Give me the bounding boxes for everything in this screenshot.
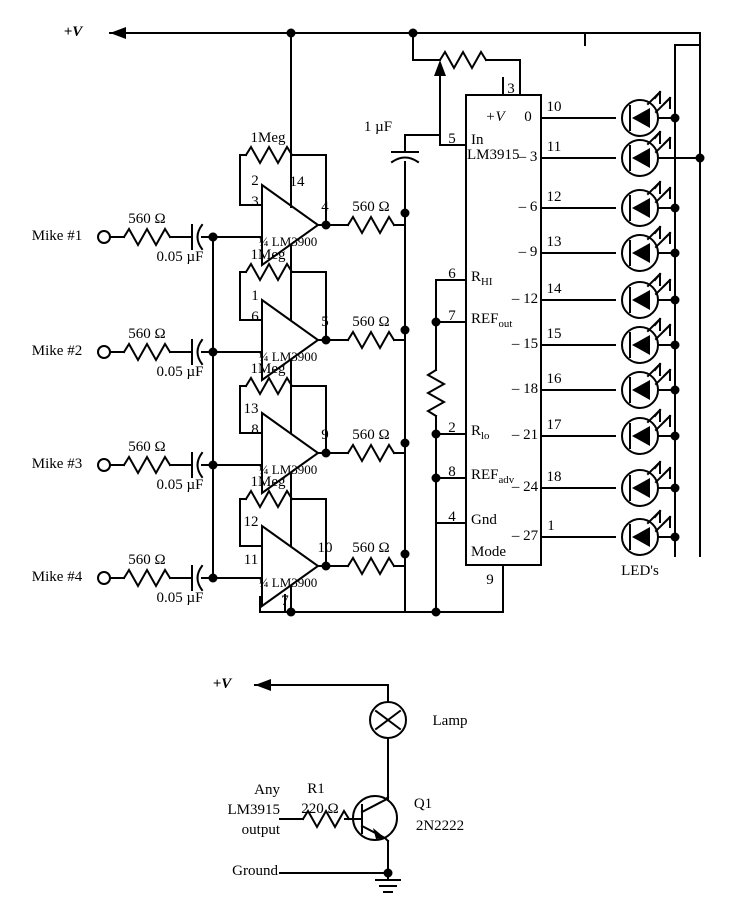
ic-pin-3-number: 3	[507, 81, 515, 98]
ic-pin-8-label: $REF_{adv}$	[471, 467, 515, 486]
mike-2-output-resistor: 560 Ω	[352, 314, 390, 331]
ic-pin-9-label: Mode	[471, 544, 506, 560]
db-scale-8: – 24	[511, 479, 539, 496]
ic-pin-7-label: $REF_{out}$	[471, 311, 513, 330]
mike-1-opamp-label: ¼ LM3900	[258, 234, 318, 250]
ic-pin-4-label: Gnd	[471, 512, 497, 528]
db-scale-4: – 12	[511, 291, 539, 308]
ic-pin-6-label: $R_{HI}$	[471, 269, 493, 288]
ic-out-pin-1: 1	[547, 518, 555, 535]
ic-pin-5-number: 5	[448, 131, 456, 148]
mike-2-pin-minus: 1	[251, 288, 259, 305]
q1-type-label: 2N2222	[415, 818, 465, 835]
db-scale-3: – 9	[518, 244, 538, 261]
mike-3-opamp-label: ¼ LM3900	[258, 462, 318, 478]
supply-label-top: +V	[63, 24, 83, 41]
mike-3-input-resistor: 560 Ω	[128, 439, 166, 456]
mike-4-opamp-label: ¼ LM3900	[258, 575, 318, 591]
mike-2-pin-plus: 6	[251, 309, 259, 326]
mike-3-input-cap: 0.05 µF	[156, 477, 204, 494]
r1-ref-label: R1	[307, 781, 325, 798]
db-scale-6: – 18	[511, 381, 539, 398]
mike-4-pin-out: 10	[317, 540, 333, 557]
r1-value-label: 220 Ω	[301, 801, 339, 818]
mike-3-feedback-resistor: 1Meg	[250, 361, 286, 378]
mike-3-pin-minus: 13	[243, 401, 259, 418]
mike-1-input-resistor: 560 Ω	[128, 211, 166, 228]
mike-2-label: Mike #2	[31, 343, 83, 360]
mike-1-output-resistor: 560 Ω	[352, 199, 390, 216]
lamp-source-line2: LM3915	[227, 802, 280, 818]
mike-1-pin-out: 4	[321, 199, 329, 216]
db-scale-0: 0	[524, 109, 532, 126]
mike-1-pin-vcc: 14	[289, 174, 305, 191]
mike-2-input-resistor: 560 Ω	[128, 326, 166, 343]
leds-group-label: LED's	[621, 563, 659, 580]
ic-pin-2-label: $R_{lo}$	[471, 423, 490, 442]
db-scale-5: – 15	[511, 336, 539, 353]
mike-2-pin-out: 5	[321, 314, 329, 331]
ic-out-pin-15: 15	[546, 326, 562, 343]
ic-out-pin-10: 10	[546, 99, 562, 116]
db-scale-1: – 3	[518, 149, 538, 166]
mike-4-pin-plus: 11	[243, 552, 259, 569]
ic-out-pin-18: 18	[546, 469, 562, 486]
lamp-source-line3: output	[241, 822, 280, 838]
mike-4-input-cap: 0.05 µF	[156, 590, 204, 607]
lamp-source-line1: Any	[254, 782, 280, 798]
db-scale-2: – 6	[518, 199, 538, 216]
mike-1-pin-plus: 3	[251, 194, 259, 211]
mike-4-pin-minus: 12	[243, 514, 259, 531]
ic-pin-4-number: 4	[448, 509, 456, 526]
mike-2-input-cap: 0.05 µF	[156, 364, 204, 381]
mike-3-output-resistor: 560 Ω	[352, 427, 390, 444]
mike-4-feedback-resistor: 1Meg	[250, 474, 286, 491]
mike-2-feedback-resistor: 1Meg	[250, 247, 286, 264]
ic-pin-5-label: In	[471, 132, 484, 148]
mike-3-pin-plus: 8	[251, 422, 259, 439]
lamp-supply-label: +V	[212, 676, 232, 693]
lamp-ground-label: Ground	[232, 863, 278, 879]
mike-4-output-resistor: 560 Ω	[352, 540, 390, 557]
ic-pin-8-number: 8	[448, 464, 456, 481]
db-scale-7: – 21	[511, 427, 539, 444]
ic-out-pin-11: 11	[546, 139, 562, 156]
ic-out-pin-14: 14	[546, 281, 562, 298]
ic-out-pin-17: 17	[546, 417, 562, 434]
mike-4-pin-gnd: 7	[281, 593, 289, 610]
mike-1-input-cap: 0.05 µF	[156, 249, 204, 266]
coupling-cap-label: 1 µF	[363, 119, 393, 136]
ic-pin-7-number: 7	[448, 308, 456, 325]
ic-out-pin-13: 13	[546, 234, 562, 251]
ic-pin-2-number: 2	[448, 420, 456, 437]
mike-3-pin-out: 9	[321, 427, 329, 444]
mike-4-label: Mike #4	[31, 569, 83, 586]
q1-ref-label: Q1	[413, 796, 433, 813]
ic-out-pin-12: 12	[546, 189, 562, 206]
mike-1-label: Mike #1	[31, 228, 83, 245]
ic-name-label: LM3915	[467, 147, 520, 163]
lamp-label: Lamp	[432, 713, 468, 730]
mike-4-input-resistor: 560 Ω	[128, 552, 166, 569]
ic-pin-6-number: 6	[448, 266, 456, 283]
mike-2-opamp-label: ¼ LM3900	[258, 349, 318, 365]
mike-1-pin-minus: 2	[251, 173, 259, 190]
mike-3-label: Mike #3	[31, 456, 83, 473]
db-scale-9: – 27	[511, 528, 539, 545]
ic-pin-9-number: 9	[486, 572, 494, 589]
ic-pin-3-label: +V	[485, 109, 505, 126]
ic-out-pin-16: 16	[546, 371, 562, 388]
mike-1-feedback-resistor: 1Meg	[250, 130, 286, 147]
